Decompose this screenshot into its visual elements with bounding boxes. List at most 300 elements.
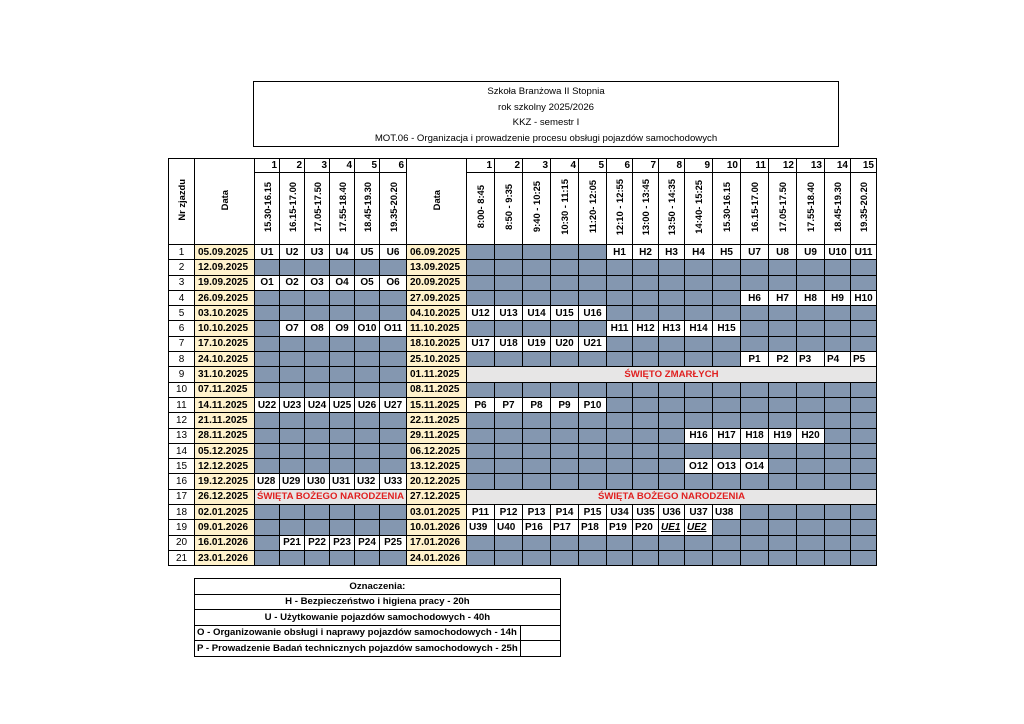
- lesson-cell: O2: [280, 275, 305, 290]
- course-semester: KKZ - semestr I: [512, 117, 580, 128]
- empty-slot: [825, 520, 851, 535]
- empty-slot: [551, 550, 579, 565]
- empty-slot: [355, 459, 380, 474]
- lesson-cell: U22: [255, 397, 280, 412]
- empty-slot: [659, 459, 685, 474]
- lesson-cell: O1: [255, 275, 280, 290]
- empty-slot: [579, 443, 607, 458]
- empty-slot: [685, 443, 713, 458]
- lesson-cell: U17: [467, 336, 495, 351]
- empty-slot: [769, 260, 797, 275]
- empty-slot: [551, 428, 579, 443]
- empty-slot: [685, 535, 713, 550]
- saturday-lesson-number: 3: [523, 159, 551, 173]
- hour-label: 13:50 - 14:35: [666, 178, 677, 236]
- lesson-cell: U14: [523, 306, 551, 321]
- saturday-date: 03.01.2025: [407, 505, 467, 520]
- lesson-cell: O14: [741, 459, 769, 474]
- empty-slot: [380, 550, 407, 565]
- empty-slot: [255, 520, 280, 535]
- saturday-date: 15.11.2025: [407, 397, 467, 412]
- empty-slot: [825, 336, 851, 351]
- lesson-cell: H15: [713, 321, 741, 336]
- empty-slot: [255, 336, 280, 351]
- row-number: 10: [169, 382, 195, 397]
- row-number: 4: [169, 290, 195, 305]
- empty-slot: [467, 245, 495, 260]
- lesson-cell: H7: [769, 290, 797, 305]
- lesson-cell: H1: [607, 245, 633, 260]
- table-row: [169, 459, 877, 474]
- empty-slot: [579, 550, 607, 565]
- lesson-cell: U35: [633, 505, 659, 520]
- empty-slot: [741, 336, 769, 351]
- hour-label: 14:40- 15:25: [693, 180, 704, 234]
- empty-slot: [579, 321, 607, 336]
- empty-slot: [280, 306, 305, 321]
- hour-label: 18.45-19.30: [361, 181, 373, 233]
- saturday-hour-header: [825, 173, 851, 245]
- empty-slot: [579, 260, 607, 275]
- empty-slot: [851, 535, 877, 550]
- empty-slot: [355, 428, 380, 443]
- empty-slot: [797, 260, 825, 275]
- empty-slot: [659, 306, 685, 321]
- saturday-lesson-number: 9: [685, 159, 713, 173]
- lesson-cell: U1: [255, 245, 280, 260]
- empty-slot: [851, 275, 877, 290]
- empty-slot: [523, 290, 551, 305]
- lesson-cell: H16: [685, 428, 713, 443]
- hour-label: 9:40 - 10:25: [531, 181, 542, 233]
- empty-slot: [741, 550, 769, 565]
- friday-hour-header: [305, 173, 330, 245]
- hour-label: 8:50 - 9:35: [503, 184, 514, 230]
- empty-slot: [495, 443, 523, 458]
- friday-lesson-number: 2: [280, 159, 305, 173]
- saturday-date: 11.10.2025: [407, 321, 467, 336]
- empty-slot: [769, 520, 797, 535]
- empty-slot: [579, 428, 607, 443]
- hour-label: 10:30 - 11:15: [559, 179, 570, 235]
- lesson-cell: O3: [305, 275, 330, 290]
- empty-slot: [305, 428, 330, 443]
- lesson-cell: H17: [713, 428, 741, 443]
- table-row: [169, 290, 877, 305]
- school-year: rok szkolny 2025/2026: [498, 101, 594, 113]
- lesson-cell: U25: [330, 397, 355, 412]
- saturday-date: 27.12.2025: [407, 489, 467, 504]
- empty-slot: [551, 535, 579, 550]
- empty-slot: [769, 306, 797, 321]
- empty-slot: [355, 520, 380, 535]
- empty-slot: [851, 505, 877, 520]
- lesson-cell: H2: [633, 245, 659, 260]
- empty-slot: [685, 352, 713, 367]
- empty-slot: [607, 260, 633, 275]
- empty-slot: [305, 336, 330, 351]
- lesson-cell: U11: [851, 245, 877, 260]
- lesson-cell: U7: [741, 245, 769, 260]
- empty-slot: [495, 428, 523, 443]
- friday-date: 19.09.2025: [195, 275, 255, 290]
- legend-item-o: O - Organizowanie obsługi i naprawy pojazdów samochodowych - 14h: [195, 625, 521, 641]
- saturday-lesson-number: 7: [633, 159, 659, 173]
- empty-slot: [305, 413, 330, 428]
- lesson-cell: H18: [741, 428, 769, 443]
- friday-date: 24.10.2025: [195, 352, 255, 367]
- table-row: [169, 367, 877, 382]
- legend-item-u: U - Użytkowanie pojazdów samochodowych - 40h: [195, 610, 561, 626]
- empty-slot: [579, 382, 607, 397]
- empty-slot: [467, 290, 495, 305]
- empty-slot: [741, 474, 769, 489]
- empty-slot: [380, 336, 407, 351]
- friday-lesson-number: 4: [330, 159, 355, 173]
- empty-slot: [495, 550, 523, 565]
- empty-slot: [797, 443, 825, 458]
- empty-slot: [633, 352, 659, 367]
- empty-slot: [825, 260, 851, 275]
- lesson-cell: U6: [380, 245, 407, 260]
- empty-slot: [495, 413, 523, 428]
- empty-slot: [255, 260, 280, 275]
- empty-slot: [523, 413, 551, 428]
- empty-slot: [355, 505, 380, 520]
- empty-slot: [769, 535, 797, 550]
- friday-date: 26.12.2025: [195, 489, 255, 504]
- empty-slot: [355, 260, 380, 275]
- header-row-numbers: [169, 159, 877, 173]
- row-number: 21: [169, 550, 195, 565]
- empty-slot: [305, 459, 330, 474]
- empty-slot: [380, 382, 407, 397]
- empty-slot: [797, 397, 825, 412]
- saturday-date-header: [407, 159, 467, 245]
- empty-slot: [713, 535, 741, 550]
- hour-label: 17.05-17.50: [777, 181, 788, 233]
- empty-slot: [467, 443, 495, 458]
- empty-slot: [355, 352, 380, 367]
- row-number: 17: [169, 489, 195, 504]
- empty-slot: [769, 382, 797, 397]
- empty-slot: [330, 505, 355, 520]
- saturday-date: 08.11.2025: [407, 382, 467, 397]
- empty-slot: [355, 336, 380, 351]
- saturday-lesson-number: 12: [769, 159, 797, 173]
- lesson-cell: U28: [255, 474, 280, 489]
- empty-slot: [305, 520, 330, 535]
- empty-slot: [551, 459, 579, 474]
- hour-label: 17.55-18.40: [336, 181, 348, 233]
- empty-slot: [551, 443, 579, 458]
- lesson-cell: P21: [280, 535, 305, 550]
- empty-slot: [659, 382, 685, 397]
- empty-slot: [607, 459, 633, 474]
- empty-slot: [579, 459, 607, 474]
- empty-slot: [380, 306, 407, 321]
- saturday-date: 25.10.2025: [407, 352, 467, 367]
- hour-label: 12:10 - 12:55: [614, 178, 625, 236]
- empty-slot: [607, 306, 633, 321]
- table-row: [169, 275, 877, 290]
- empty-slot: [633, 290, 659, 305]
- lesson-cell: O9: [330, 321, 355, 336]
- empty-slot: [607, 474, 633, 489]
- empty-slot: [633, 459, 659, 474]
- empty-slot: [330, 367, 355, 382]
- empty-slot: [769, 275, 797, 290]
- empty-slot: [523, 245, 551, 260]
- empty-slot: [380, 443, 407, 458]
- lesson-cell: U26: [355, 397, 380, 412]
- exam-label: UE1: [661, 521, 681, 533]
- empty-slot: [579, 535, 607, 550]
- empty-slot: [851, 550, 877, 565]
- empty-slot: [741, 413, 769, 428]
- lesson-cell: U9: [797, 245, 825, 260]
- empty-slot: [523, 352, 551, 367]
- lesson-cell: P13: [523, 505, 551, 520]
- hour-label: 11:20- 12:05: [587, 180, 598, 234]
- empty-slot: [305, 352, 330, 367]
- lesson-cell: H14: [685, 321, 713, 336]
- saturday-hour-header: [797, 173, 825, 245]
- exam-label: UE2: [687, 521, 707, 533]
- lesson-cell: U4: [330, 245, 355, 260]
- empty-slot: [607, 428, 633, 443]
- empty-slot: [825, 382, 851, 397]
- friday-date: 07.11.2025: [195, 382, 255, 397]
- empty-slot: [769, 459, 797, 474]
- lesson-cell: U34: [607, 505, 633, 520]
- empty-slot: [633, 428, 659, 443]
- lesson-cell: P5: [851, 352, 877, 367]
- empty-slot: [380, 290, 407, 305]
- nr-zjazdu-label: Nr zjazdu: [176, 179, 187, 221]
- lesson-cell: O4: [330, 275, 355, 290]
- empty-slot: [523, 550, 551, 565]
- lesson-cell: U20: [551, 336, 579, 351]
- empty-slot: [523, 275, 551, 290]
- saturday-hour-header: [523, 173, 551, 245]
- empty-slot: [579, 413, 607, 428]
- empty-slot: [355, 413, 380, 428]
- empty-slot: [280, 290, 305, 305]
- lesson-cell: U36: [659, 505, 685, 520]
- saturday-lesson-number: 14: [825, 159, 851, 173]
- empty-slot: [741, 321, 769, 336]
- lesson-cell: U10: [825, 245, 851, 260]
- lesson-cell: P4: [825, 352, 851, 367]
- empty-slot: [305, 260, 330, 275]
- lesson-cell: H8: [797, 290, 825, 305]
- empty-slot: [685, 413, 713, 428]
- row-number: 18: [169, 505, 195, 520]
- holiday-label: ŚWIĘTA BOŻEGO NARODZENIA: [467, 489, 877, 504]
- hour-label: 15.30-16.15: [721, 181, 732, 233]
- empty-slot: [551, 413, 579, 428]
- saturday-lesson-number: 6: [607, 159, 633, 173]
- lesson-cell: U37: [685, 505, 713, 520]
- row-number: 9: [169, 367, 195, 382]
- empty-slot: [467, 474, 495, 489]
- empty-slot: [741, 397, 769, 412]
- table-row: [169, 413, 877, 428]
- empty-slot: [607, 413, 633, 428]
- empty-slot: [305, 306, 330, 321]
- table-row: [169, 443, 877, 458]
- row-number: 5: [169, 306, 195, 321]
- legend-item-h: H - Bezpieczeństwo i higiena pracy - 20h: [195, 594, 561, 610]
- friday-date: 21.11.2025: [195, 413, 255, 428]
- friday-hour-header: [380, 173, 407, 245]
- empty-slot: [851, 443, 877, 458]
- empty-slot: [685, 290, 713, 305]
- empty-slot: [713, 382, 741, 397]
- lesson-cell: P3: [797, 352, 825, 367]
- hour-label: 16.15-17.00: [749, 181, 760, 233]
- lesson-cell: P16: [523, 520, 551, 535]
- saturday-lesson-number: 15: [851, 159, 877, 173]
- empty-slot: [659, 474, 685, 489]
- lesson-cell: P23: [330, 535, 355, 550]
- friday-lesson-number: 3: [305, 159, 330, 173]
- empty-slot: [495, 459, 523, 474]
- empty-slot: [851, 321, 877, 336]
- empty-slot: [330, 428, 355, 443]
- empty-slot: [467, 275, 495, 290]
- lesson-cell: O8: [305, 321, 330, 336]
- lesson-cell: O11: [380, 321, 407, 336]
- empty-slot: [769, 550, 797, 565]
- empty-slot: [633, 474, 659, 489]
- empty-slot: [280, 413, 305, 428]
- lesson-cell: P2: [769, 352, 797, 367]
- empty-slot: [851, 336, 877, 351]
- friday-lesson-number: 6: [380, 159, 407, 173]
- empty-slot: [467, 413, 495, 428]
- empty-slot: [330, 413, 355, 428]
- hour-label: 15.30-16.15: [261, 181, 273, 233]
- date-label: Data: [431, 189, 442, 211]
- lesson-cell: [659, 520, 685, 535]
- empty-slot: [280, 260, 305, 275]
- empty-slot: [797, 520, 825, 535]
- empty-slot: [713, 275, 741, 290]
- lesson-cell: U40: [495, 520, 523, 535]
- empty-slot: [633, 336, 659, 351]
- empty-slot: [825, 535, 851, 550]
- empty-slot: [633, 275, 659, 290]
- empty-slot: [255, 367, 280, 382]
- lesson-cell: U16: [579, 306, 607, 321]
- empty-slot: [380, 459, 407, 474]
- empty-slot: [685, 275, 713, 290]
- empty-slot: [851, 428, 877, 443]
- empty-slot: [380, 367, 407, 382]
- empty-slot: [255, 352, 280, 367]
- table-row: [169, 474, 877, 489]
- empty-slot: [769, 474, 797, 489]
- empty-slot: [305, 443, 330, 458]
- empty-slot: [633, 306, 659, 321]
- saturday-hour-header: [495, 173, 523, 245]
- empty-slot: [797, 474, 825, 489]
- empty-slot: [825, 459, 851, 474]
- saturday-lesson-number: 4: [551, 159, 579, 173]
- lesson-cell: P12: [495, 505, 523, 520]
- empty-slot: [280, 352, 305, 367]
- empty-slot: [551, 382, 579, 397]
- table-row: [169, 428, 877, 443]
- friday-lesson-number: 5: [355, 159, 380, 173]
- empty-slot: [797, 535, 825, 550]
- empty-slot: [280, 443, 305, 458]
- table-row: [169, 505, 877, 520]
- empty-slot: [769, 413, 797, 428]
- saturday-lesson-number: 11: [741, 159, 769, 173]
- empty-slot: [380, 352, 407, 367]
- saturday-hour-header: [579, 173, 607, 245]
- lesson-cell: H6: [741, 290, 769, 305]
- empty-slot: [741, 306, 769, 321]
- empty-slot: [523, 443, 551, 458]
- empty-slot: [659, 550, 685, 565]
- empty-slot: [551, 474, 579, 489]
- empty-slot: [280, 367, 305, 382]
- saturday-lesson-number: 10: [713, 159, 741, 173]
- empty-slot: [659, 290, 685, 305]
- empty-slot: [713, 413, 741, 428]
- table-row: [169, 520, 877, 535]
- empty-slot: [579, 352, 607, 367]
- saturday-date: 06.09.2025: [407, 245, 467, 260]
- row-number: 13: [169, 428, 195, 443]
- empty-slot: [255, 443, 280, 458]
- friday-hour-header: [280, 173, 305, 245]
- lesson-cell: P19: [607, 520, 633, 535]
- empty-slot: [851, 413, 877, 428]
- empty-slot: [330, 352, 355, 367]
- empty-slot: [851, 520, 877, 535]
- lesson-cell: U32: [355, 474, 380, 489]
- empty-slot: [495, 352, 523, 367]
- empty-slot: [825, 306, 851, 321]
- empty-slot: [607, 382, 633, 397]
- legend-title: Oznaczenia:: [195, 579, 561, 595]
- empty-slot: [305, 505, 330, 520]
- lesson-cell: H11: [607, 321, 633, 336]
- empty-slot: [825, 474, 851, 489]
- empty-slot: [633, 443, 659, 458]
- empty-slot: [305, 550, 330, 565]
- empty-slot: [255, 459, 280, 474]
- empty-slot: [685, 306, 713, 321]
- lesson-cell: U18: [495, 336, 523, 351]
- empty-slot: [467, 535, 495, 550]
- empty-slot: [280, 550, 305, 565]
- empty-slot: [523, 459, 551, 474]
- empty-slot: [280, 336, 305, 351]
- empty-slot: [685, 550, 713, 565]
- empty-slot: [551, 260, 579, 275]
- lesson-cell: H10: [851, 290, 877, 305]
- empty-slot: [797, 321, 825, 336]
- empty-slot: [330, 550, 355, 565]
- table-row: [169, 535, 877, 550]
- empty-slot: [255, 550, 280, 565]
